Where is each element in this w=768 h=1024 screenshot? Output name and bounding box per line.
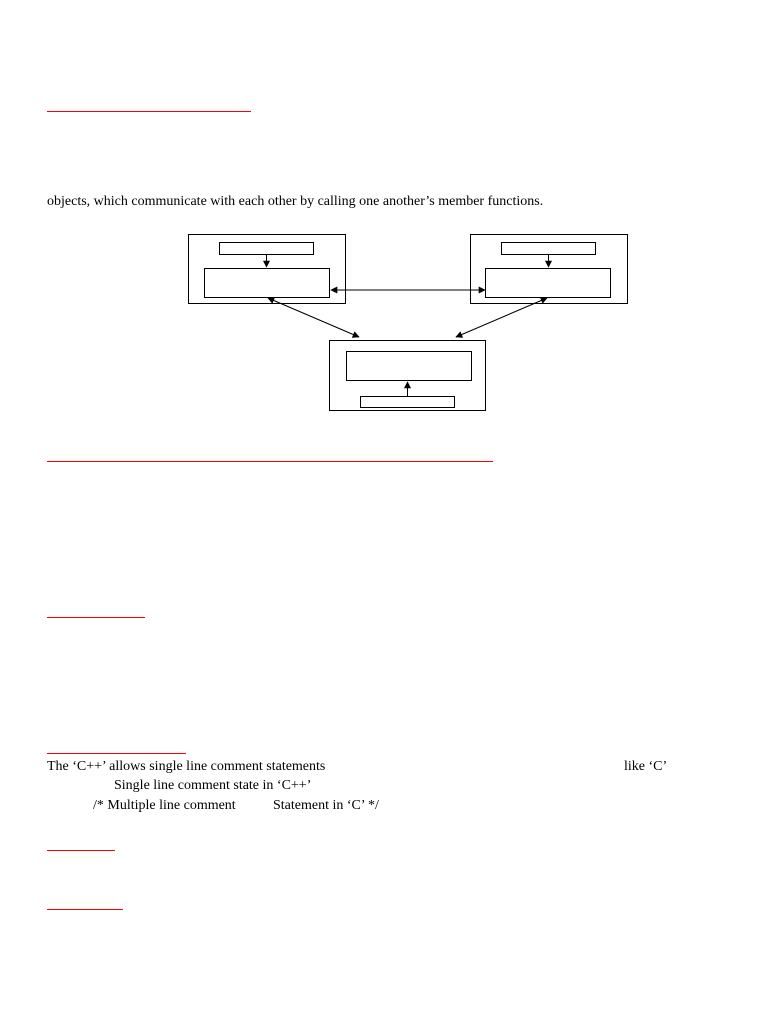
object-box-bottom [330, 341, 486, 411]
object-right-data-box [502, 243, 596, 255]
object-left-functions-box [205, 269, 330, 298]
comment-line-1-right: like ‘C’ [624, 759, 668, 774]
comment-line-3-part-2: Statement in ‘C’ */ [273, 798, 379, 813]
comment-line-1-left: The ‘C++’ allows single line comment statements [47, 759, 326, 774]
object-box-left [189, 235, 346, 304]
object-box-right [471, 235, 628, 304]
comment-line-3-part-1: /* Multiple line comment [93, 798, 236, 813]
object-left-data-box [220, 243, 314, 255]
object-bottom-functions-box [347, 352, 472, 381]
object-right-functions-box [486, 269, 611, 298]
object-bottom-data-box [361, 397, 455, 408]
comment-line-2: Single line comment state in ‘C++’ [114, 778, 312, 793]
intro-paragraph-line: objects, which communicate with each other by calling one another’s member functions. [47, 194, 544, 209]
